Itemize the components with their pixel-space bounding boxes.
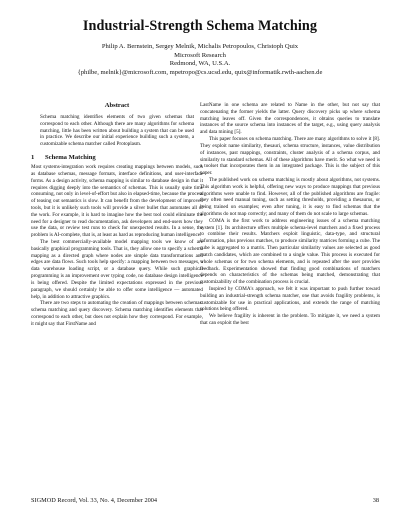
section-heading [31,154,203,162]
paragraph: COMA is the first work to address engineering issues of a schema matching system [1]. Its architecture offers multiple schema-level matchers and a fixed process to combine their results. Matchers exploit linguistic, data-type, and structural information, plus previous matches, to produce similarity matrices forming a cube. The cube is aggregated to a matrix. Then particular similarity values are selected as good match candidates, which are combined to a single value. This process is executed for whole schemas or for two schema elements, and is repeated after the user provides feedback. Experimentation showed that finding good combinations of matchers depends on characteristics of the schemas being matched, demonstrating that customizability of the combination process is crucial. [200,217,380,286]
section-title: Schema Matching [45,154,96,162]
abstract-heading: Abstract [104,102,130,109]
paragraph: Most systems-integration work requires creating mappings between models, such as database schemas, message formats, interface definitions, and user-interface forms. As a design activity, schema mapping is similar to database design in that it requires digging deeply into the semantics of schemas. This is usually quite time consuming, not only in level-of-effort but also in elapsed-time, because the process of teasing out semantics is slow. It can benefit from the development of improved tools, but it is unlikely such tools will provide a silver bullet that automates all of the work. For example, it is hard to imagine how the best tool could eliminate the need for a designer to read documentation, ask developers and end-users how they use the data, or review test runs to check for unexpected results. In a sense, the problem is AI-complete, that is, at least as hard as reproducing human intelligence. [31,164,203,239]
section-number: 1 [31,154,35,162]
page-number: 38 [372,497,379,504]
paragraph: The best commercially-available model mapping tools we know of are basically graphical programming tools. That is, they allow one to specify a schema mapping as a directed graph where nodes are simple data transformations and edges are data flows. Such tools help specify: a mapping between two messages, a data warehouse loading script, or a database query. While such graphical programming is an improvement over typing code, no database design intelligence is being offered. Despite the limited expectations expressed in the previous paragraph, we should certainly be able to offer some intelligence — automated help, in addition to attractive graphics. [31,239,203,300]
author-names: Philip A. Bernstein, Sergey Melnik, Michalis Petropoulos, Christoph Quix [101,43,299,50]
paragraph: We believe fragility is inherent in the problem. To mitigate it, we need a system that can exploit the best [200,313,380,326]
journal-footer: SIGMOD Record, Vol. 33, No. 4, December 2004 [31,497,158,504]
paragraph: LastName in one schema are related to Name in the other, but not say that concatenating the former yields the latter. Query discovery picks up where schema matching leaves off. Given the correspondences, it obtains queries to translate instances of the source schema into instances of the target, e.g., using query analysis and data mining [5]. [200,102,380,136]
paragraph: There are two steps to automating the creation of mappings between schemas: schema matching and query discovery. Schema matching identifies elements that correspond to each other, but does not explain how they correspond. For example, it might say that FirstName and [31,300,203,327]
paper-title: Industrial-Strength Schema Matching [82,18,318,34]
abstract-text: Schema matching identifies elements of two given schemas that correspond to each other. Although there are many algorithms for schema matching, little has been written about building a system that can be used in practice. We describe our initial experience building such a system, a customizable schema matcher called Protoplasm. [40,114,194,148]
location: Redmond, WA, U.S.A. [169,60,231,68]
affiliation: Microsoft Research [174,51,226,59]
paragraph: Inspired by COMA's approach, we felt it was important to push further toward building an industrial-strength schema matcher, one that avoids fragility problems, is customizable for use in practical applications, and extends the range of matching solutions being offered. [200,285,380,313]
right-column [200,102,380,327]
author-emails: {philbe, melnik}@microsoft.com, mpetropo@cs.ucsd.edu, quix@informatik.rwth-aachen.de [77,68,323,76]
author-block [0,43,400,77]
left-column [31,102,203,328]
paragraph: The published work on schema matching is mostly about algorithms, not systems. This algorithm work is helpful, offering new ways to produce mappings that previous algorithms were unable to find. However, all of the published algorithms are fragile: they often need manual tuning, such as setting thresholds, providing a thesaurus, or being trained on examples; even after tuning, it is easy to find schemas that the algorithms do not map correctly; and many of them do not scale to large schemas. [200,176,380,217]
paragraph: This paper focuses on schema matching. There are many algorithms to solve it [8]. They exploit name similarity, thesauri, schema structure, instances, value distribution of instances, past mappings, constraints, cluster analysis of a schema corpus, and similarity to standard schemas. All of these algorithms have merit. So what we need is a toolset that incorporates them in an integrated package. This is the subject of this paper. [200,136,380,177]
